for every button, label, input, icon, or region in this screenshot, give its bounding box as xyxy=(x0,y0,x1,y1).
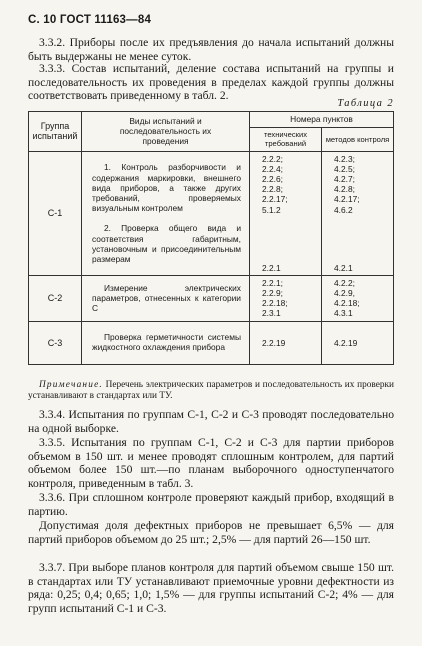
point-number: 2.2.1; xyxy=(262,277,283,288)
group-cell: С-3 xyxy=(29,321,82,364)
paragraph-3-3-2 xyxy=(28,36,394,63)
paragraph-text: 3.3.2. Приборы после их предъявления до начала испытаний должны быть выдержаны не менее суток. xyxy=(28,36,394,63)
note-label: Примечание. xyxy=(39,380,103,390)
page-header: С. 10 ГОСТ 11163—84 xyxy=(28,14,152,26)
table-row xyxy=(29,275,394,321)
point-number: 4.3.1 xyxy=(334,308,353,319)
test-item: 2. Проверка общего вида и соответствия габаритным, установочным и присоединительным размерам xyxy=(92,223,241,264)
point-number: 2.2.9; xyxy=(262,288,283,299)
point-number: 4.2.1 xyxy=(334,262,353,273)
point-number: 2.2.19 xyxy=(262,337,286,348)
paragraph-text: 3.3.7. При выборе планов контроля для партий объемом свыше 150 шт. в стандартах или ТУ устанавливают приемочные уровни дефектности из ряда: 0,25; 0,4; 0,65; 1,0; 1,5% — для группы испытаний С-2; 4% — для групп испытаний С-1 и С-3. xyxy=(28,561,394,615)
kinds-cell xyxy=(82,275,250,321)
point-number: 4.2.7; xyxy=(334,173,355,184)
paragraph-3-3-7 xyxy=(28,561,394,615)
point-number: 5.1.2 xyxy=(262,204,281,215)
test-item: Проверка герметичности системы жидкостного охлаждения прибора xyxy=(92,331,241,352)
test-item: 1. Контроль разборчивости и содержания маркировки, внешнего вида приборов, а также других требований, проверяемых визуальным контролем xyxy=(92,162,241,214)
paragraph-3-3-4 xyxy=(28,408,394,435)
point-number: 4.2.9, xyxy=(334,288,355,299)
paragraph-text: 3.3.4. Испытания по группам С-1, С-2 и С-3 проводят последовательно на одной выборке. xyxy=(28,408,394,435)
header-points: Номера пунктов xyxy=(250,112,394,128)
methods-cell xyxy=(322,321,394,364)
table-header-row xyxy=(29,112,394,128)
paragraph-3-3-3 xyxy=(28,62,394,103)
paragraph-text: 3.3.5. Испытания по группам С-1, С-2 и С-3 для партии приборов объемом в 150 шт. и менее проводят сплошным контролем, для партий объемом более 150 шт.—по планам выборочного одноступенчатого контроля, приведенным в табл. 3. xyxy=(28,436,394,490)
table-row xyxy=(29,151,394,275)
point-number: 2.2.2; xyxy=(262,153,283,164)
table-note xyxy=(28,380,394,402)
tech-cell xyxy=(250,275,322,321)
point-number: 4.2.18; xyxy=(334,298,360,309)
group-cell: С-2 xyxy=(29,275,82,321)
point-number: 2.2.6; xyxy=(262,173,283,184)
table-2 xyxy=(28,111,394,365)
paragraph-3-3-5 xyxy=(28,436,394,490)
tech-cell xyxy=(250,151,322,275)
point-number: 4.2.8; xyxy=(334,184,355,195)
header-tech: технических требований xyxy=(250,127,322,151)
methods-cell xyxy=(322,151,394,275)
header-kinds: Виды испытаний и последовательность их проведения xyxy=(82,112,250,152)
kinds-cell xyxy=(82,151,250,275)
note-text: Перечень электрических параметров и последовательность их проверки устанавливают в стандартах или ТУ. xyxy=(28,380,394,401)
tech-cell xyxy=(250,321,322,364)
table-row xyxy=(29,321,394,364)
group-cell: С-1 xyxy=(29,151,82,275)
paragraph-text: Допустимая доля дефектных приборов не превышает 6,5% — для партий приборов объемом до 25 шт.; 2,5% — для партий 26—150 шт. xyxy=(28,519,394,546)
header-methods: методов контроля xyxy=(322,127,394,151)
point-number: 2.2.4; xyxy=(262,163,283,174)
point-number: 4.6.2 xyxy=(334,204,353,215)
header-group: Группа испытаний xyxy=(29,112,82,152)
point-number: 4.2.17; xyxy=(334,194,360,205)
point-number: 2.3.1 xyxy=(262,308,281,319)
kinds-cell xyxy=(82,321,250,364)
point-number: 2.2.8; xyxy=(262,184,283,195)
point-number: 4.2.5; xyxy=(334,163,355,174)
methods-cell xyxy=(322,275,394,321)
paragraph-text: 3.3.3. Состав испытаний, деление состава испытаний на группы и последовательность их проведения в пределах каждой группы должны соответствовать приведенному в табл. 2. xyxy=(28,62,394,103)
paragraph-text: 3.3.6. При сплошном контроле проверяют каждый прибор, входящий в партию. xyxy=(28,491,394,518)
paragraph-3-3-6-continued xyxy=(28,519,394,546)
point-number: 4.2.19 xyxy=(334,337,358,348)
point-number: 2.2.18; xyxy=(262,298,288,309)
paragraph-3-3-6 xyxy=(28,491,394,518)
point-number: 4.2.3; xyxy=(334,153,355,164)
point-number: 2.2.17; xyxy=(262,194,288,205)
point-number: 2.2.1 xyxy=(262,262,281,273)
point-number: 4.2.2; xyxy=(334,277,355,288)
table-caption: Таблица 2 xyxy=(337,98,394,109)
test-item: Измерение электрических параметров, отнесенных к категории С xyxy=(92,282,241,314)
